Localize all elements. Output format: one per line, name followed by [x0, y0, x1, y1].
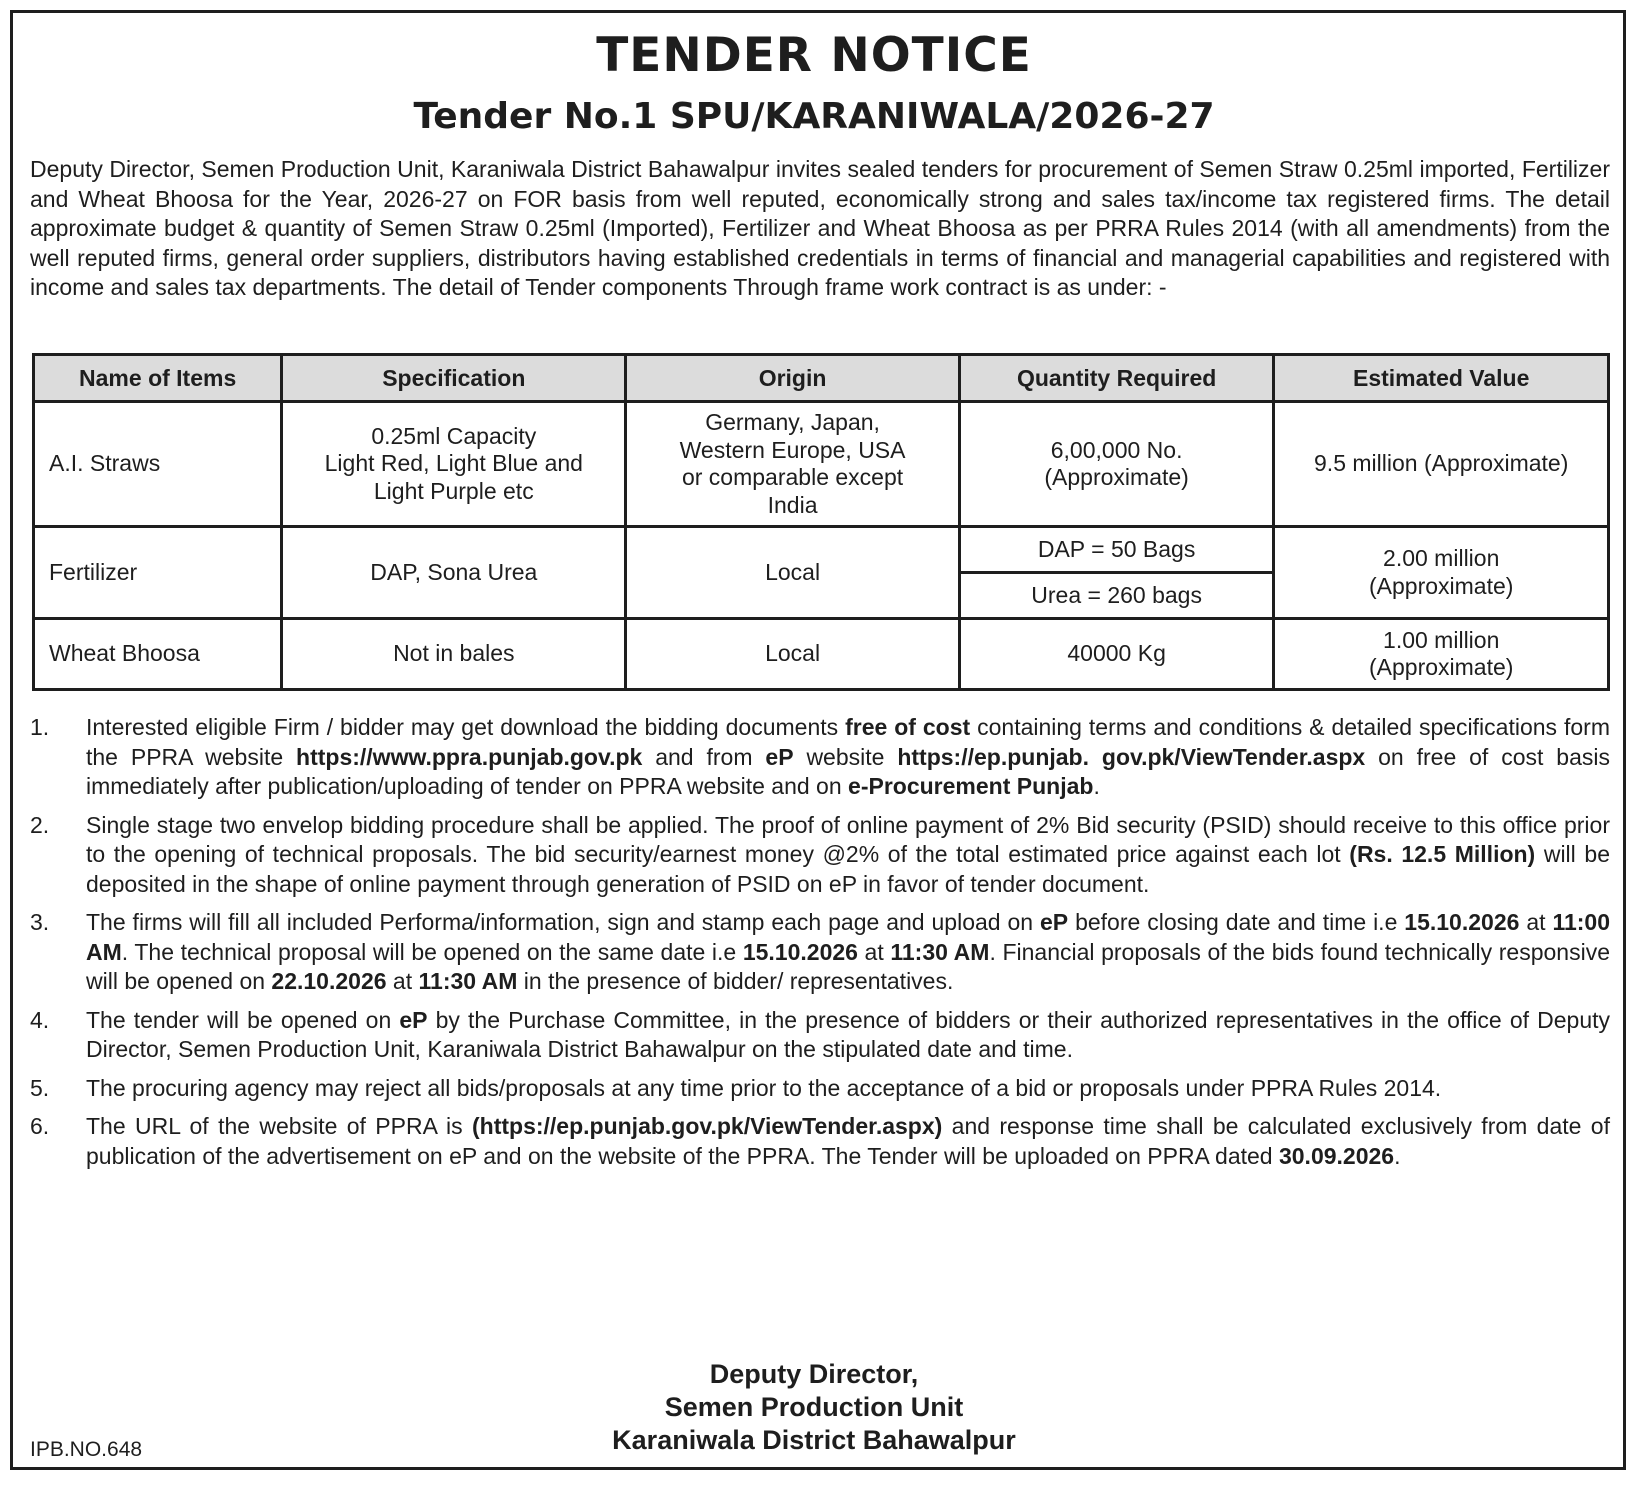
term-text: Interested eligible Firm / bidder may get download the bidding documents: [86, 714, 846, 740]
item-specification: [282, 402, 626, 527]
term-text-bold: eP: [399, 1006, 428, 1033]
table-header-row: [34, 355, 1609, 402]
quantity-line: (Approximate): [1044, 464, 1189, 490]
value-line: (Approximate): [1368, 654, 1514, 680]
item-origin: Local: [626, 527, 960, 619]
table-row: [34, 619, 1609, 690]
term-text-bold: (Rs. 12.5 Million): [1349, 841, 1536, 867]
term-text: The firms will fill all included Performa/information, sign and stamp each page and upload on: [86, 909, 1041, 935]
term-text: by the Purchase Committee, in the presence of bidders or their authorized representatives in the office of Deputy Director, Semen Production Unit, Karaniwala District Bahawalpur on the stipulated date and time.: [86, 1006, 1610, 1062]
term-text: containing terms and conditions & detailed specifications form the PPRA website: [86, 714, 1610, 770]
term-item: [30, 1112, 1610, 1171]
signatory-title: Deputy Director,: [709, 1359, 919, 1389]
term-text: .: [1093, 773, 1100, 799]
term-text: at: [1519, 909, 1553, 935]
term-item: [30, 1006, 1610, 1065]
col-header-name: Name of Items: [34, 355, 282, 402]
item-origin: Local: [626, 619, 960, 690]
signatory-location: Karaniwala District Bahawalpur: [612, 1425, 1016, 1455]
notice-title: TENDER NOTICE: [596, 28, 1032, 83]
term-text-bold: 15.10.2026: [1404, 909, 1520, 935]
term-number: 4.: [30, 1006, 50, 1033]
term-text: on free of cost basis immediately after publication/uploading of tender on PPRA website and on: [86, 743, 1611, 799]
term-item: [30, 713, 1610, 802]
item-specification: DAP, Sona Urea: [282, 527, 626, 619]
term-text-bold: 11:30 AM: [418, 968, 518, 994]
item-name: Fertilizer: [34, 527, 282, 619]
term-text-bold: 11:30 AM: [890, 938, 990, 965]
tender-number: Tender No.1 SPU/KARANIWALA/2026-27: [413, 96, 1215, 137]
item-specification: Not in bales: [282, 619, 626, 690]
term-text: at: [386, 968, 419, 994]
tender-items-table: [32, 353, 1610, 691]
table-row: [34, 527, 1609, 573]
item-quantity: Urea = 260 bags: [959, 573, 1274, 619]
term-text: Single stage two envelop bidding procedure shall be applied. The proof of online payment of 2% Bid security (PSID) should receive to this office prior to the opening of technical proposals. The bid security/earnest money @2% of the total estimated price against each lot: [86, 811, 1610, 867]
term-text-bold: eP: [765, 743, 794, 770]
term-number: 6.: [30, 1113, 50, 1139]
term-text-bold: free of cost: [845, 714, 971, 740]
term-text: and from: [642, 743, 766, 770]
origin-line: India: [767, 491, 818, 518]
item-quantity: 40000 Kg: [959, 619, 1274, 690]
intro-paragraph: Deputy Director, Semen Production Unit, Karaniwala District Bahawalpur invites sealed tenders for procurement of Semen Straw 0.25ml imported, Fertilizer and Wheat Bhoosa for the Year, 2026-27 on FOR basis from well reputed, economically strong and sales tax/income tax registered firms. The detail approximate budget & quantity of Semen Straw 0.25ml (Imported), Fertilizer and Wheat Bhoosa as per PRRA Rules 2014 (with all amendments) from the well reputed firms, general order suppliers, distributors having established credentials in terms of financial and managerial capabilities and registered with income and sales tax departments. The detail of Tender components Through frame work contract is as under: -: [30, 156, 1610, 300]
term-item: [30, 908, 1610, 997]
term-item: [30, 1074, 1610, 1104]
value-line: 1.00 million: [1383, 626, 1500, 653]
spec-line: Light Purple etc: [373, 477, 534, 504]
term-text-bold: (https://ep.punjab.gov.pk/ViewTender.aspx): [472, 1113, 943, 1139]
terms-list: [30, 713, 1610, 1180]
term-text-bold: 15.10.2026: [742, 938, 858, 965]
term-number: 3.: [30, 909, 50, 935]
term-text: . Financial proposals of the bids found technically responsive will be opened on: [86, 938, 1610, 994]
spec-line: 0.25ml Capacity: [371, 422, 537, 449]
term-text-bold: https://www.ppra.punjab.gov.pk: [296, 743, 643, 770]
term-text-bold: 30.09.2026: [1278, 1142, 1395, 1169]
value-line: 2.00 million: [1383, 545, 1500, 571]
origin-line: or comparable except: [681, 464, 904, 490]
term-text: The tender will be opened on: [86, 1006, 400, 1033]
term-number: 2.: [30, 811, 50, 838]
term-text-bold: 22.10.2026: [271, 968, 387, 994]
term-text: .: [1394, 1142, 1401, 1169]
item-value: [1274, 527, 1609, 619]
term-text: and response time shall be calculated exclusively from date of publication of the advertisement on eP and on the website of the PPRA. The Tender will be uploaded on PPRA dated: [86, 1113, 1610, 1169]
col-header-quantity: Quantity Required: [959, 355, 1274, 402]
term-text-bold: 11:00 AM: [86, 909, 1611, 965]
term-text: will be deposited in the shape of online payment through generation of PSID on eP in favor of tender document.: [86, 841, 1610, 897]
term-text: at: [857, 938, 891, 965]
term-text: The procuring agency may reject all bids/proposals at any time prior to the acceptance of a bid or proposals under PPRA Rules 2014.: [86, 1074, 1442, 1101]
item-value: [1274, 619, 1609, 690]
term-text: website: [793, 743, 898, 770]
term-text-bold: eP: [1040, 909, 1069, 935]
col-header-specification: Specification: [282, 355, 626, 402]
term-text: before closing date and time i.e: [1068, 909, 1405, 935]
value-line: (Approximate): [1368, 572, 1514, 599]
ipb-number: IPB.NO.648: [30, 1438, 143, 1461]
item-value: 9.5 million (Approximate): [1274, 402, 1609, 527]
origin-line: Germany, Japan,: [705, 409, 880, 435]
item-name: Wheat Bhoosa: [34, 619, 282, 690]
item-origin: [626, 402, 960, 527]
term-text-bold: https://ep.punjab. gov.pk/ViewTender.aspx: [897, 743, 1366, 770]
signatory-unit: Semen Production Unit: [664, 1392, 964, 1422]
term-text: The URL of the website of PPRA is: [86, 1113, 472, 1139]
item-quantity: [959, 402, 1274, 527]
col-header-origin: Origin: [626, 355, 960, 402]
term-number: 5.: [30, 1074, 50, 1101]
term-item: [30, 811, 1610, 900]
item-name: A.I. Straws: [34, 402, 282, 527]
term-text: in the presence of bidder/ representatives.: [517, 968, 954, 994]
term-text: . The technical proposal will be opened on the same date i.e: [121, 938, 743, 965]
spec-line: Light Red, Light Blue and: [324, 450, 583, 477]
col-header-value: Estimated Value: [1274, 355, 1609, 402]
table-row: [34, 402, 1609, 527]
item-quantity: DAP = 50 Bags: [959, 527, 1274, 573]
origin-line: Western Europe, USA: [679, 436, 906, 463]
quantity-line: 6,00,000 No.: [1050, 436, 1183, 463]
term-text-bold: e-Procurement Punjab: [848, 773, 1094, 799]
term-number: 1.: [30, 714, 50, 740]
